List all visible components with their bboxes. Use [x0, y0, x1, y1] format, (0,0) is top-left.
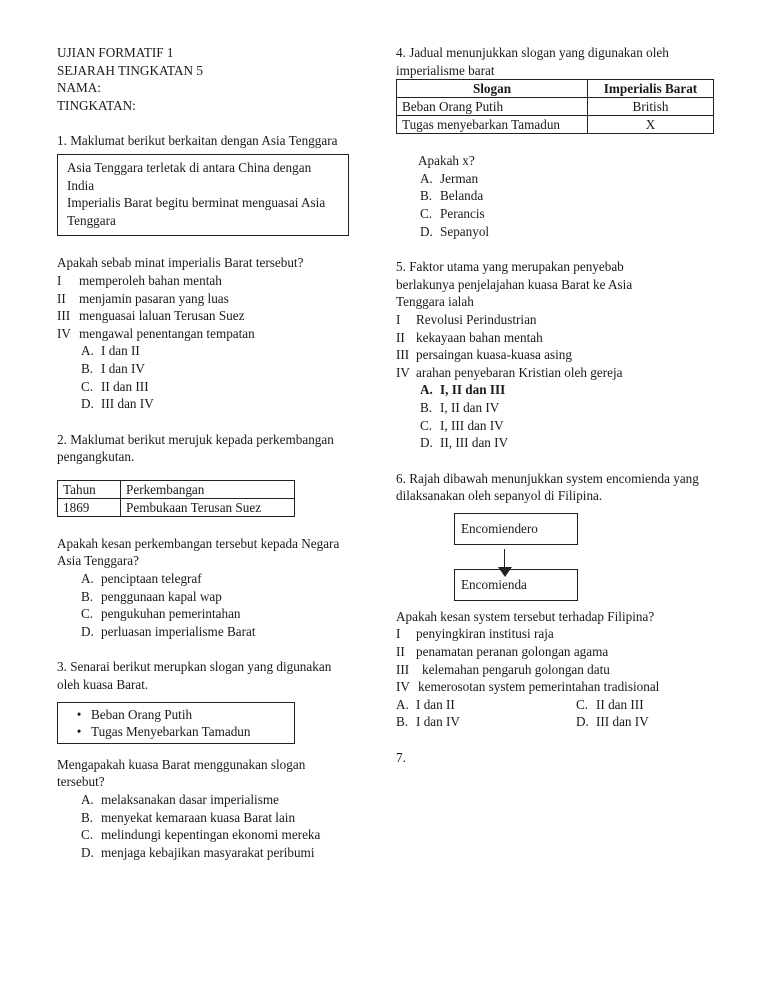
statement-item: I penyingkiran institusi raja: [396, 626, 554, 642]
option-c[interactable]: C. I, III dan IV: [420, 417, 504, 433]
bullet-item: • Beban Orang Putih: [76, 706, 193, 722]
q5-statements: [396, 311, 726, 381]
q2-header-development: Perkembangan: [121, 480, 295, 498]
option-c[interactable]: C. Perancis: [420, 205, 485, 221]
q7-stem: 7.: [396, 750, 406, 766]
q4-table: [396, 79, 714, 134]
option-a[interactable]: A. I, II dan III: [420, 382, 506, 398]
q1-question: Apakah sebab minat imperialis Barat tersebut?: [57, 255, 304, 271]
q3-stem: 3. Senarai berikut merupkan slogan yang digunakan oleh kuasa Barat.: [57, 659, 332, 693]
q2-cell-year: 1869: [58, 498, 121, 516]
option-b[interactable]: B. I dan IV: [81, 360, 145, 376]
option-c[interactable]: C. melindungi kepentingan ekonomi mereka: [81, 827, 321, 843]
option-b[interactable]: B. Belanda: [420, 188, 484, 204]
q3-slogan-box: [57, 702, 295, 744]
option-d[interactable]: D. III dan IV: [576, 714, 649, 730]
q6-statements: [396, 625, 726, 695]
option-a[interactable]: A. I dan II: [396, 696, 455, 712]
q4-stem: 4. Jadual menunjukkan slogan yang digunakan oleh imperialisme barat: [396, 45, 669, 78]
q6-question: Apakah kesan system tersebut terhadap Filipina?: [396, 608, 655, 624]
option-a[interactable]: A. Jerman: [420, 170, 479, 186]
q5-stem: 5. Faktor utama yang merupakan penyebab berlakunya penjelajahan kuasa Barat ke Asia Tenggara ialah: [396, 259, 633, 310]
option-b[interactable]: B. I, II dan IV: [420, 399, 500, 415]
q1-box-line1: Asia Tenggara terletak di antara China dengan India: [67, 159, 312, 193]
q6-options: [396, 696, 726, 731]
statement-item: II kekayaan bahan mentah: [396, 329, 543, 345]
q4-header-imperialist: Imperialis Barat: [588, 80, 714, 98]
option-b[interactable]: B. penggunaan kapal wap: [81, 588, 222, 604]
form-field-label: TINGKATAN:: [57, 97, 136, 113]
q2-cell-development: Pembukaan Terusan Suez: [121, 498, 295, 516]
option-b[interactable]: B. menyekat kemaraan kuasa Barat lain: [81, 809, 296, 825]
q5-options: [396, 381, 726, 451]
q3-question: Mengapakah kuasa Barat menggunakan slogan tersebut?: [57, 756, 306, 790]
statement-item: I memperoleh bahan mentah: [57, 272, 222, 288]
q4-cell-slogan: Tugas menyebarkan Tamadun: [397, 116, 588, 134]
option-a[interactable]: A. penciptaan telegraf: [81, 571, 202, 587]
encomiendero-box: Encomiendero: [454, 513, 578, 545]
q1-stem: 1. Maklumat berikut berkaitan dengan Asia Tenggara: [57, 133, 338, 149]
option-c[interactable]: C. pengukuhan pemerintahan: [81, 606, 241, 622]
q6-diagram: [396, 513, 726, 608]
option-a[interactable]: A. I dan II: [81, 343, 140, 359]
q6-stem: 6. Rajah dibawah menunjukkan system encomienda yang dilaksanakan oleh sepanyol di Filipina.: [396, 470, 699, 504]
option-d[interactable]: D. Sepanyol: [420, 223, 490, 239]
option-c[interactable]: C. II dan III: [81, 378, 149, 394]
q4-cell-imperialist: British: [588, 98, 714, 116]
q1-box-line2: Imperialis Barat begitu berminat menguasai Asia Tenggara: [67, 195, 326, 228]
statement-item: III menguasai laluan Terusan Suez: [57, 308, 245, 324]
q4-question: Apakah x?: [418, 153, 475, 169]
q4-header-slogan: Slogan: [397, 80, 588, 98]
option-c[interactable]: C. II dan III: [576, 696, 644, 712]
name-field-label: NAMA:: [57, 80, 101, 96]
statement-item: III persaingan kuasa-kuasa asing: [396, 347, 572, 363]
left-column: [57, 44, 355, 861]
q1-options: [57, 342, 355, 412]
bullet-item: • Tugas Menyebarkan Tamadun: [76, 724, 251, 740]
q2-header-year: Tahun: [58, 480, 121, 498]
q4-options: [396, 170, 726, 240]
statement-item: IV mengawal penentangan tempatan: [57, 325, 255, 341]
q3-options: [57, 791, 355, 861]
q1-statements: [57, 272, 355, 342]
right-column: [396, 44, 726, 767]
encomienda-box: Encomienda: [454, 569, 578, 601]
option-d[interactable]: D. perluasan imperialisme Barat: [81, 623, 256, 639]
option-a[interactable]: A. melaksanakan dasar imperialisme: [81, 792, 279, 807]
q1-info-box: [57, 154, 349, 236]
statement-item: IV kemerosotan system pemerintahan tradisional: [396, 679, 660, 695]
q4-cell-imperialist: X: [588, 116, 714, 134]
option-d[interactable]: D. III dan IV: [81, 396, 154, 412]
q2-table: [57, 480, 295, 517]
statement-item: II menjamin pasaran yang luas: [57, 290, 229, 306]
exam-title: UJIAN FORMATIF 1: [57, 45, 174, 60]
option-b[interactable]: B. I dan IV: [396, 714, 460, 730]
exam-subject: SEJARAH TINGKATAN 5: [57, 62, 203, 78]
option-d[interactable]: D. menjaga kebajikan masyarakat peribumi: [81, 844, 315, 860]
statement-item: II penamatan peranan golongan agama: [396, 644, 609, 660]
q4-cell-slogan: Beban Orang Putih: [397, 98, 588, 116]
option-d[interactable]: D. II, III dan IV: [420, 435, 509, 451]
arrow-line: [504, 549, 505, 569]
statement-item: III kelemahan pengaruh golongan datu: [396, 661, 610, 677]
statement-item: I Revolusi Perindustrian: [396, 311, 537, 327]
q2-options: [57, 570, 355, 640]
statement-item: IV arahan penyebaran Kristian oleh gereja: [396, 364, 623, 380]
q2-stem: 2. Maklumat berikut merujuk kepada perkembangan pengangkutan.: [57, 431, 334, 465]
q2-question: Apakah kesan perkembangan tersebut kepada Negara Asia Tenggara?: [57, 535, 340, 569]
